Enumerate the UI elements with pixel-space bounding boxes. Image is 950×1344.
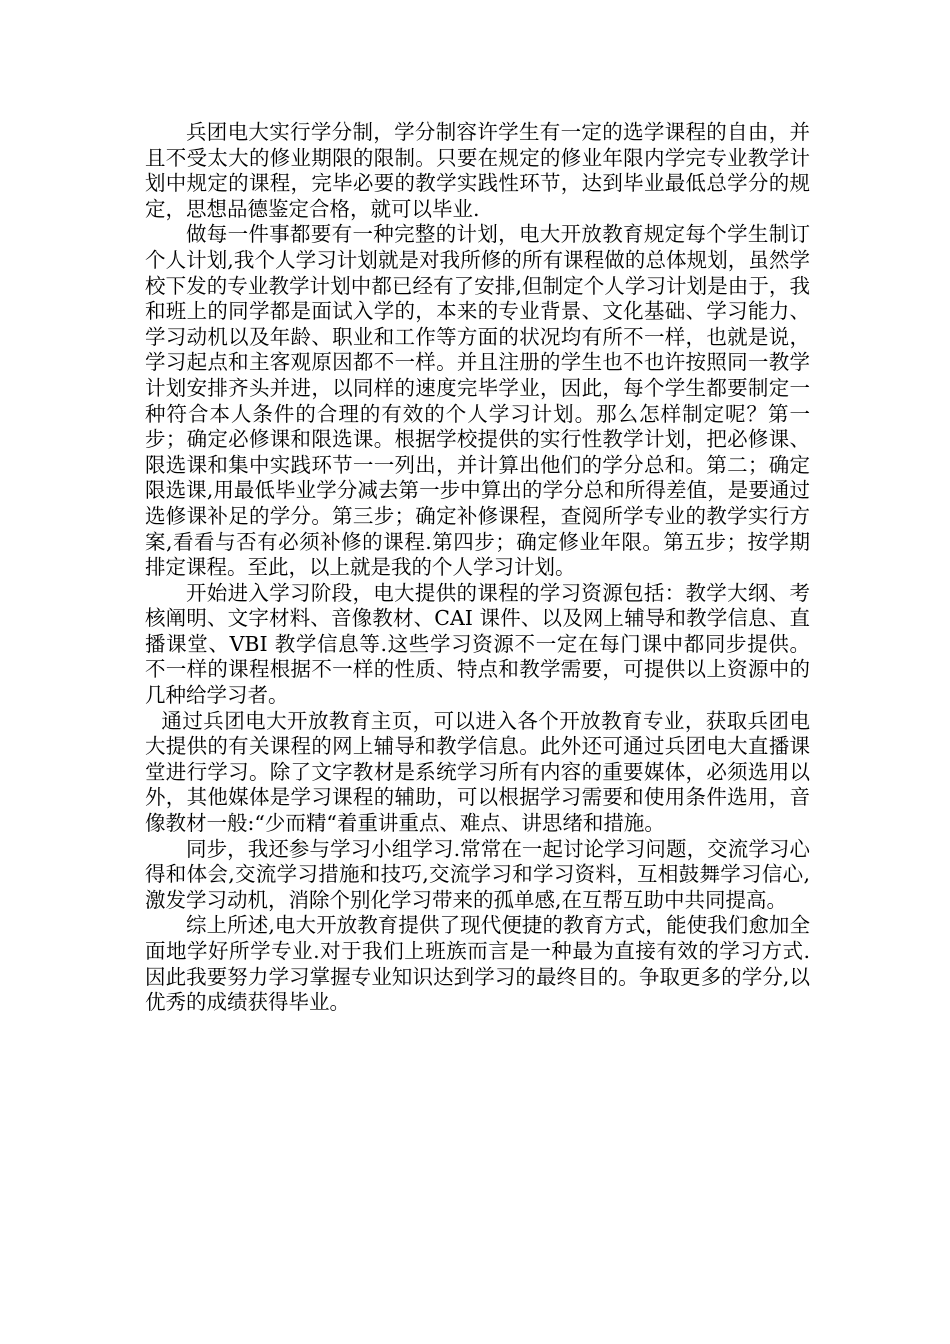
paragraph-study-plan: 做每一件事都要有一种完整的计划，电大开放教育规定每个学生制订个人计划,我个人学习计划就是对我所修的所有课程做的总体规划，虽然学校下发的专业教学计划中都已经有了安排,但制定个人学习计划是由于，我和班上的同学都是面试入学的，本来的专业背景、文化基础、学习能力、学习动机以及年龄、职业和工作等方面的状况均有所不一样，也就是说，学习起点和主客观原因都不一样。并且注册的学生也不也许按照同一教学计划安排齐头并进，以同样的速度完毕学业，因此，每个学生都要制定一种符合本人条件的合理的有效的个人学习计划。那么怎样制定呢？第一步；确定必修课和限选课。根据学校提供的实行性教学计划，把必修课、限选课和集中实践环节一一列出，并计算出他们的学分总和。第二；确定限选课,用最低毕业学分减去第一步中算出的学分总和所得差值，是要通过选修课补足的学分。第三步；确定补修课程，查阅所学专业的教学实行方案,看看与否有必须补修的课程.第四步；确定修业年限。第五步；按学期排定课程。至此，以上就是我的个人学习计划。 <box>145 222 810 580</box>
document-body <box>145 120 810 1016</box>
paragraph-credit-system: 兵团电大实行学分制，学分制容许学生有一定的选学课程的自由，并且不受太大的修业期限的限制。只要在规定的修业年限内学完专业教学计划中规定的课程，完毕必要的教学实践性环节，达到毕业最低总学分的规定，思想品德鉴定合格，就可以毕业. <box>145 120 810 221</box>
paragraph-learning-resources: 开始进入学习阶段，电大提供的课程的学习资源包括：教学大纲、考核阐明、文字材料、音像教材、CAI 课件、以及网上辅导和教学信息、直播课堂、VBI 教学信息等.这些学习资源不一定在每门课中都同步提供。不一样的课程根据不一样的性质、特点和教学需要，可提供以上资源中的几种给学习者。 <box>145 580 810 708</box>
paragraph-conclusion: 综上所述,电大开放教育提供了现代便捷的教育方式，能使我们愈加全面地学好所学专业.对于我们上班族而言是一种最为直接有效的学习方式.因此我要努力学习掌握专业知识达到学习的最终目的。争取更多的学分,以优秀的成绩获得毕业。 <box>145 913 810 1015</box>
paragraph-online-access: 通过兵团电大开放教育主页，可以进入各个开放教育专业，获取兵团电大提供的有关课程的网上辅导和教学信息。此外还可通过兵团电大直播课堂进行学习。除了文字教材是系统学习所有内容的重要媒体，必须选用以外，其他媒体是学习课程的辅助，可以根据学习需要和使用条件选用，音像教材一般:“少而精“着重讲重点、难点、讲思绪和措施。 <box>145 708 810 836</box>
paragraph-study-group: 同步，我还参与学习小组学习.常常在一起讨论学习问题，交流学习心得和体会,交流学习措施和技巧,交流学习和学习资料，互相鼓舞学习信心,激发学习动机，消除个别化学习带来的孤单感,在互帮互助中共同提高。 <box>145 836 810 912</box>
